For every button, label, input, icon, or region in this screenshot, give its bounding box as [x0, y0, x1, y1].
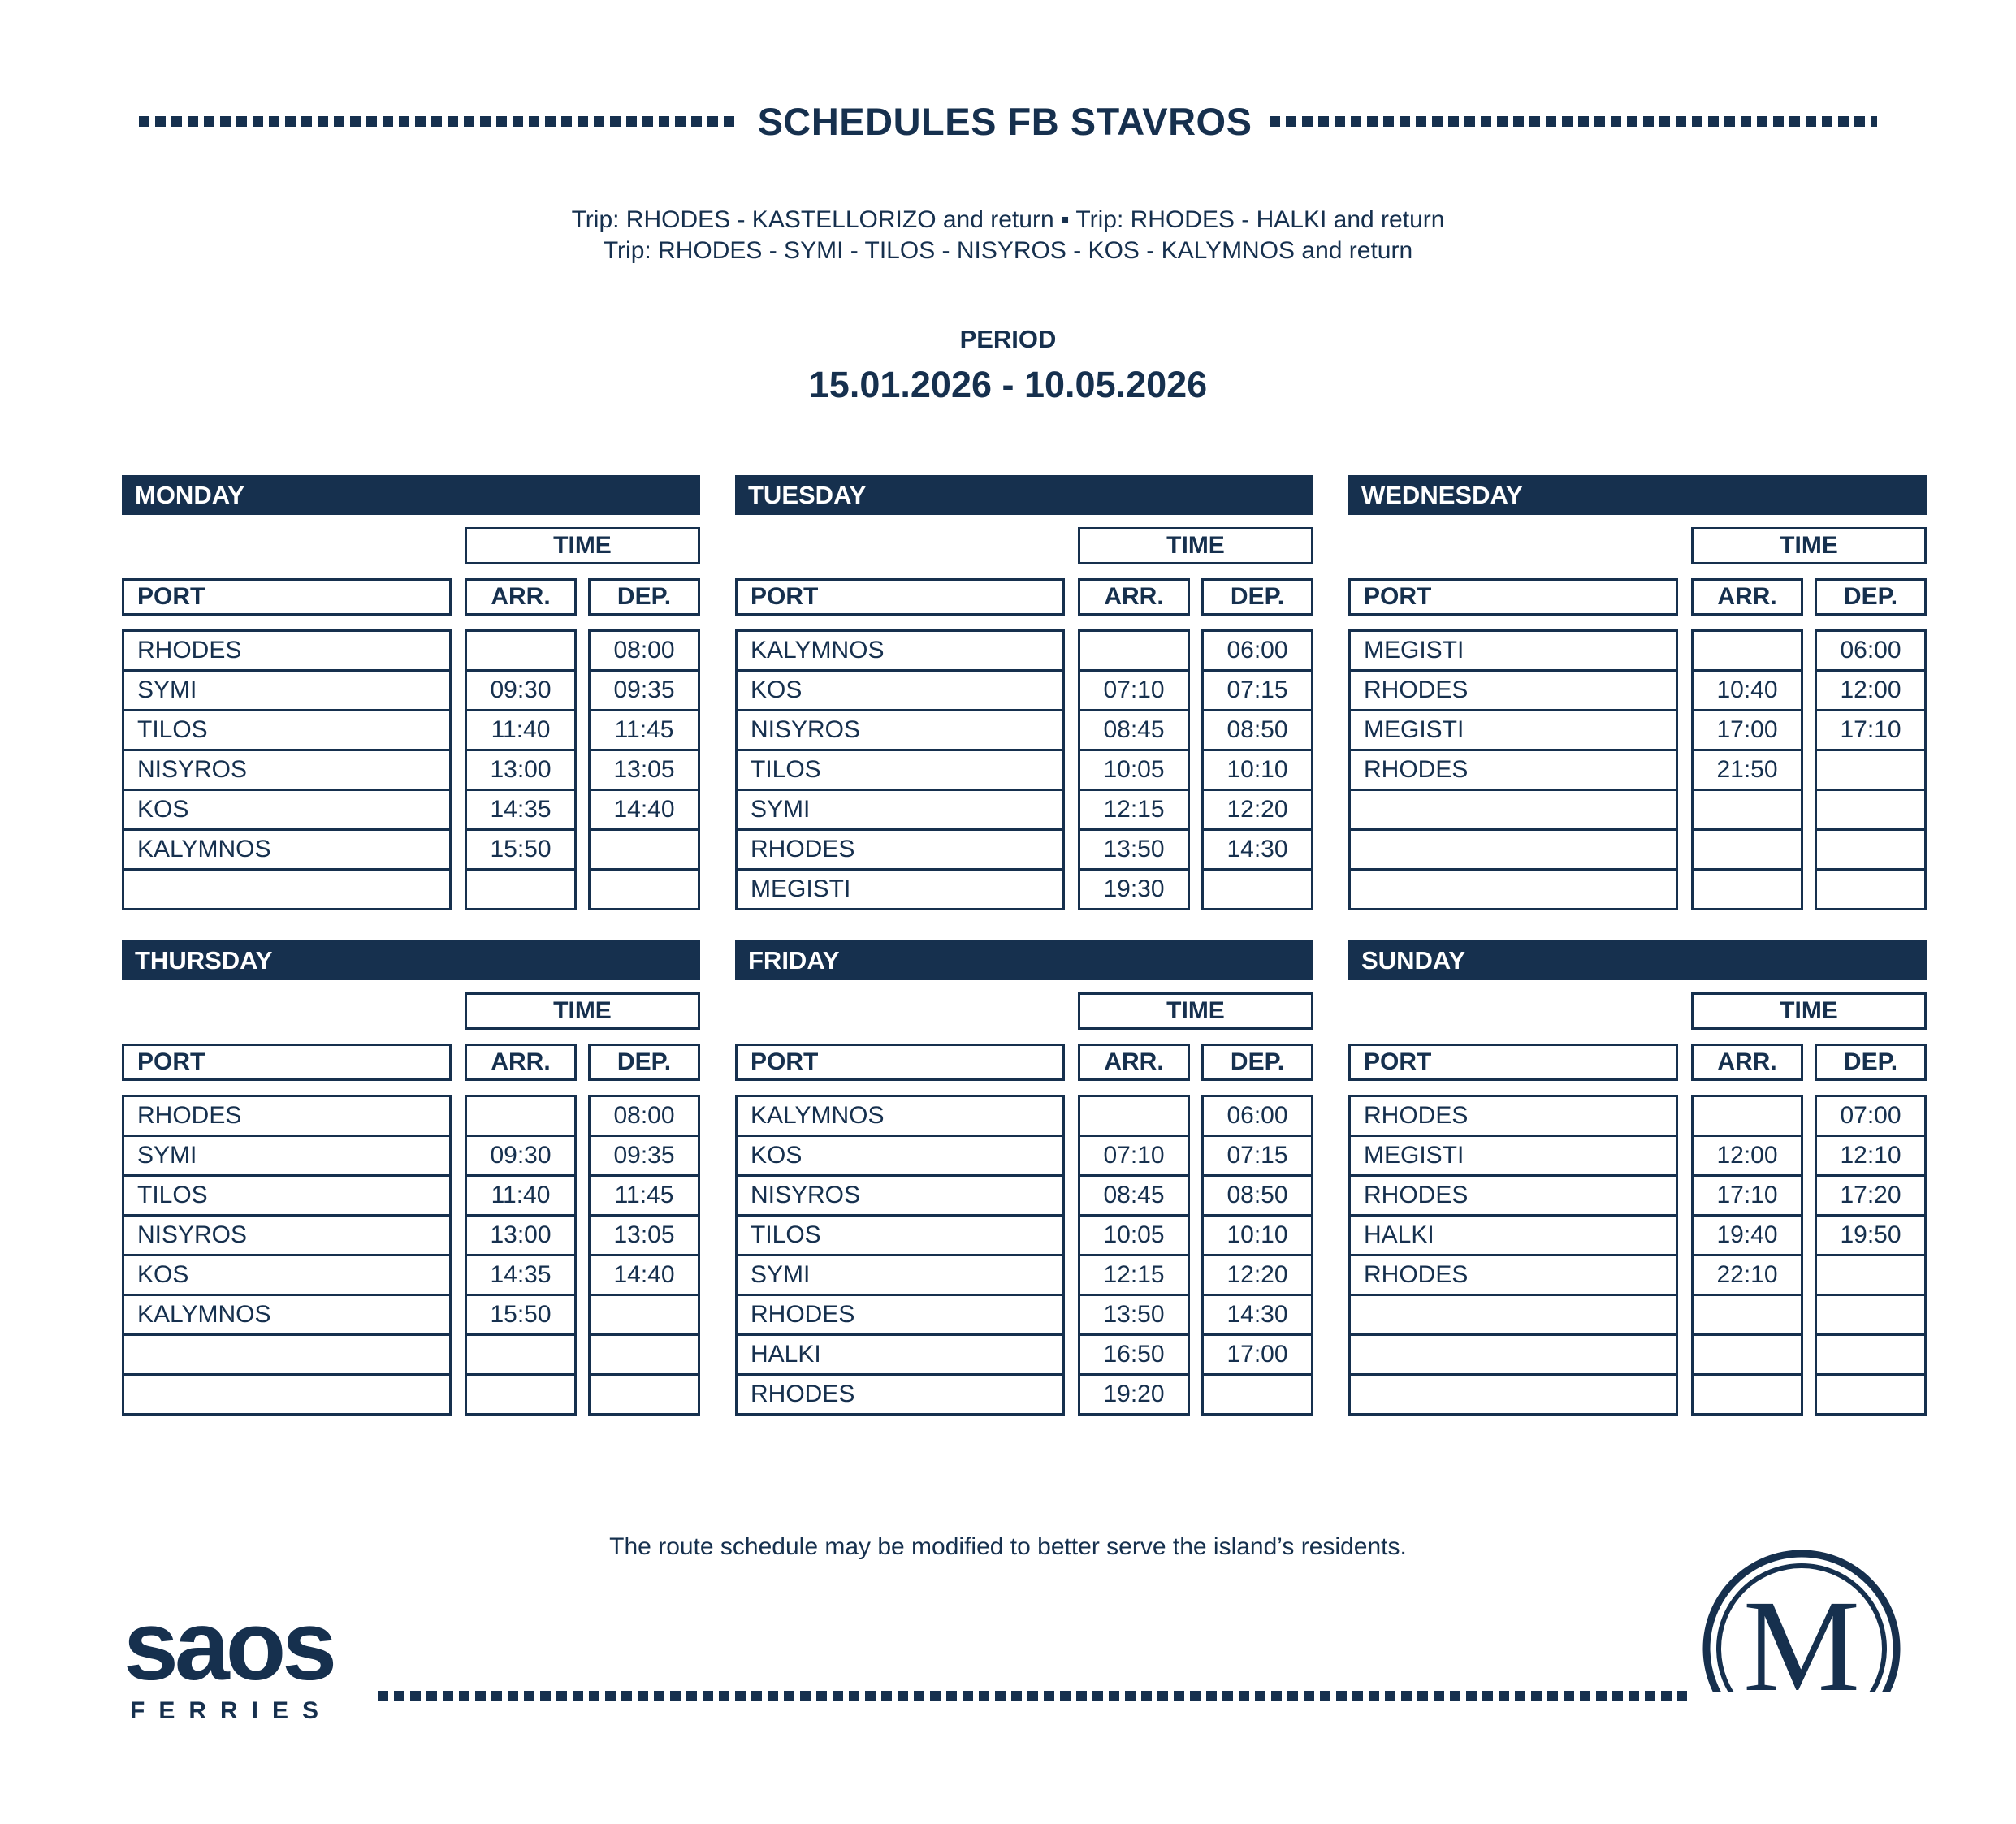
port-cell: NISYROS — [122, 749, 452, 791]
arrival-cell: 13:50 — [1078, 828, 1190, 871]
departure-cell: 14:30 — [1201, 828, 1313, 871]
departure-cell: 08:00 — [588, 629, 700, 672]
port-cell: RHODES — [735, 1294, 1065, 1336]
port-cell: TILOS — [735, 749, 1065, 791]
departure-cell: 14:40 — [588, 1254, 700, 1296]
title-dash-right — [1270, 116, 1877, 127]
schedule-table — [1348, 475, 1927, 910]
port-cell: TILOS — [122, 1174, 452, 1217]
port-cell — [122, 1373, 452, 1416]
brand-wordmark: saos — [123, 1590, 334, 1701]
departure-column-header: DEP. — [588, 578, 700, 616]
arrival-cell: 17:10 — [1691, 1174, 1803, 1217]
trip-line-1: Trip: RHODES - KASTELLORIZO and return ▪ Trip: RHODES - HALKI and return — [571, 206, 1445, 233]
departure-cell: 19:50 — [1815, 1214, 1927, 1256]
departure-cell: 17:20 — [1815, 1174, 1927, 1217]
arrival-cell: 12:00 — [1691, 1135, 1803, 1177]
port-cell — [1348, 868, 1678, 910]
departure-cell: 10:10 — [1201, 749, 1313, 791]
port-cell: KALYMNOS — [122, 1294, 452, 1336]
port-cell: RHODES — [735, 1373, 1065, 1416]
departure-cell — [1201, 1373, 1313, 1416]
arrival-cell — [465, 629, 577, 672]
arrival-cell: 09:30 — [465, 1135, 577, 1177]
port-cell: KALYMNOS — [735, 1095, 1065, 1137]
departure-cell: 14:40 — [588, 789, 700, 831]
departure-cell: 07:15 — [1201, 669, 1313, 711]
arrival-cell: 22:10 — [1691, 1254, 1803, 1296]
footer-note: The route schedule may be modified to better serve the island’s residents. — [609, 1533, 1407, 1560]
port-cell: RHODES — [1348, 669, 1678, 711]
arrival-cell: 11:40 — [465, 709, 577, 751]
arrival-cell: 14:35 — [465, 1254, 577, 1296]
port-cell: KOS — [122, 1254, 452, 1296]
arrival-cell: 12:15 — [1078, 789, 1190, 831]
port-cell: TILOS — [122, 709, 452, 751]
arrival-cell — [1691, 1373, 1803, 1416]
arrival-column-header: ARR. — [1078, 1044, 1190, 1081]
departure-cell: 08:50 — [1201, 1174, 1313, 1217]
port-cell: KOS — [735, 669, 1065, 711]
arrival-cell: 13:00 — [465, 1214, 577, 1256]
port-cell: SYMI — [122, 669, 452, 711]
port-cell: KALYMNOS — [122, 828, 452, 871]
departure-cell — [588, 868, 700, 910]
departure-cell: 08:00 — [588, 1095, 700, 1137]
time-header: TIME — [465, 992, 700, 1030]
arrival-cell — [465, 1095, 577, 1137]
port-cell: HALKI — [735, 1333, 1065, 1376]
monogram-logo-icon — [1702, 1550, 1901, 1698]
arrival-cell — [1691, 868, 1803, 910]
departure-cell: 11:45 — [588, 1174, 700, 1217]
port-cell: KOS — [122, 789, 452, 831]
departure-cell — [1815, 868, 1927, 910]
port-column-header: PORT — [122, 1044, 452, 1081]
port-column-header: PORT — [735, 1044, 1065, 1081]
departure-column-header: DEP. — [1815, 1044, 1927, 1081]
port-cell — [1348, 828, 1678, 871]
departure-cell — [1815, 1294, 1927, 1336]
departure-cell — [1815, 828, 1927, 871]
departure-cell: 07:00 — [1815, 1095, 1927, 1137]
arrival-cell — [465, 868, 577, 910]
arrival-column-header: ARR. — [1691, 578, 1803, 616]
time-header: TIME — [1078, 992, 1313, 1030]
departure-cell: 12:00 — [1815, 669, 1927, 711]
port-cell: HALKI — [1348, 1214, 1678, 1256]
port-cell — [122, 1333, 452, 1376]
time-header: TIME — [465, 527, 700, 564]
day-header: WEDNESDAY — [1348, 475, 1927, 515]
time-header: TIME — [1691, 992, 1927, 1030]
arrival-cell — [1691, 629, 1803, 672]
arrival-cell: 13:50 — [1078, 1294, 1190, 1336]
arrival-cell: 07:10 — [1078, 1135, 1190, 1177]
arrival-cell: 19:40 — [1691, 1214, 1803, 1256]
time-header: TIME — [1691, 527, 1927, 564]
time-header: TIME — [1078, 527, 1313, 564]
departure-cell: 09:35 — [588, 1135, 700, 1177]
port-cell: MEGISTI — [735, 868, 1065, 910]
arrival-cell: 10:05 — [1078, 749, 1190, 791]
departure-cell: 06:00 — [1201, 1095, 1313, 1137]
day-header: THURSDAY — [122, 940, 700, 980]
port-cell: MEGISTI — [1348, 629, 1678, 672]
arrival-column-header: ARR. — [465, 1044, 577, 1081]
departure-cell: 17:00 — [1201, 1333, 1313, 1376]
arrival-cell: 16:50 — [1078, 1333, 1190, 1376]
port-cell: TILOS — [735, 1214, 1065, 1256]
port-cell: RHODES — [1348, 1254, 1678, 1296]
port-cell: SYMI — [122, 1135, 452, 1177]
departure-cell: 09:35 — [588, 669, 700, 711]
departure-cell: 13:05 — [588, 1214, 700, 1256]
day-header: SUNDAY — [1348, 940, 1927, 980]
footer-divider — [378, 1691, 1687, 1701]
monogram-letter: M — [1742, 1574, 1861, 1694]
departure-cell: 10:10 — [1201, 1214, 1313, 1256]
port-cell: NISYROS — [735, 1174, 1065, 1217]
port-cell: RHODES — [1348, 749, 1678, 791]
arrival-cell: 08:45 — [1078, 709, 1190, 751]
port-cell — [1348, 1333, 1678, 1376]
port-cell: RHODES — [735, 828, 1065, 871]
port-column-header: PORT — [122, 578, 452, 616]
arrival-cell: 19:30 — [1078, 868, 1190, 910]
departure-cell: 06:00 — [1201, 629, 1313, 672]
arrival-cell: 19:20 — [1078, 1373, 1190, 1416]
saos-ferries-logo — [123, 1590, 334, 1725]
arrival-cell: 17:00 — [1691, 709, 1803, 751]
port-cell: RHODES — [122, 1095, 452, 1137]
arrival-column-header: ARR. — [1078, 578, 1190, 616]
departure-cell — [588, 1294, 700, 1336]
port-column-header: PORT — [1348, 578, 1678, 616]
port-cell: RHODES — [1348, 1095, 1678, 1137]
arrival-cell — [465, 1333, 577, 1376]
trip-description — [0, 205, 2016, 266]
arrival-cell: 15:50 — [465, 828, 577, 871]
departure-cell — [1815, 789, 1927, 831]
port-column-header: PORT — [735, 578, 1065, 616]
port-cell: KOS — [735, 1135, 1065, 1177]
schedule-table — [1348, 940, 1927, 1416]
arrival-cell — [465, 1373, 577, 1416]
page-title: SCHEDULES FB STAVROS — [757, 100, 1252, 143]
port-cell — [122, 868, 452, 910]
arrival-column-header: ARR. — [1691, 1044, 1803, 1081]
day-header: FRIDAY — [735, 940, 1313, 980]
arrival-cell: 07:10 — [1078, 669, 1190, 711]
departure-cell: 06:00 — [1815, 629, 1927, 672]
port-cell — [1348, 1294, 1678, 1336]
schedule-table — [735, 475, 1313, 910]
departure-column-header: DEP. — [588, 1044, 700, 1081]
arrival-cell — [1078, 629, 1190, 672]
arrival-cell: 21:50 — [1691, 749, 1803, 791]
arrival-cell — [1691, 828, 1803, 871]
departure-cell — [588, 1333, 700, 1376]
departure-cell: 07:15 — [1201, 1135, 1313, 1177]
departure-cell: 14:30 — [1201, 1294, 1313, 1336]
arrival-cell — [1691, 1095, 1803, 1137]
title-row — [0, 99, 2016, 144]
departure-cell: 12:20 — [1201, 1254, 1313, 1296]
port-cell: NISYROS — [122, 1214, 452, 1256]
arrival-column-header: ARR. — [465, 578, 577, 616]
arrival-cell — [1078, 1095, 1190, 1137]
period-value: 15.01.2026 - 10.05.2026 — [808, 364, 1208, 405]
departure-cell — [1815, 1254, 1927, 1296]
day-header: TUESDAY — [735, 475, 1313, 515]
departure-column-header: DEP. — [1815, 578, 1927, 616]
schedule-table — [122, 940, 700, 1416]
port-column-header: PORT — [1348, 1044, 1678, 1081]
schedule-table — [122, 475, 700, 910]
departure-column-header: DEP. — [1201, 1044, 1313, 1081]
arrival-cell — [1691, 1333, 1803, 1376]
arrival-cell: 09:30 — [465, 669, 577, 711]
port-cell: SYMI — [735, 1254, 1065, 1296]
arrival-cell: 14:35 — [465, 789, 577, 831]
brand-subtitle: FERRIES — [130, 1696, 333, 1724]
departure-cell: 08:50 — [1201, 709, 1313, 751]
arrival-cell: 10:05 — [1078, 1214, 1190, 1256]
port-cell: MEGISTI — [1348, 1135, 1678, 1177]
day-header: MONDAY — [122, 475, 700, 515]
arrival-cell: 15:50 — [465, 1294, 577, 1336]
departure-cell — [588, 1373, 700, 1416]
departure-cell: 11:45 — [588, 709, 700, 751]
port-cell — [1348, 789, 1678, 831]
title-dash-left — [139, 116, 740, 127]
arrival-cell — [1691, 789, 1803, 831]
arrival-cell: 12:15 — [1078, 1254, 1190, 1296]
port-cell: KALYMNOS — [735, 629, 1065, 672]
departure-cell — [1201, 868, 1313, 910]
tables-grid — [122, 475, 1927, 1416]
arrival-cell: 13:00 — [465, 749, 577, 791]
arrival-cell: 10:40 — [1691, 669, 1803, 711]
departure-cell: 17:10 — [1815, 709, 1927, 751]
departure-cell: 13:05 — [588, 749, 700, 791]
departure-cell — [1815, 1333, 1927, 1376]
schedule-table — [735, 940, 1313, 1416]
departure-cell — [1815, 1373, 1927, 1416]
port-cell — [1348, 1373, 1678, 1416]
arrival-cell — [1691, 1294, 1803, 1336]
arrival-cell: 08:45 — [1078, 1174, 1190, 1217]
departure-cell: 12:20 — [1201, 789, 1313, 831]
port-cell: RHODES — [1348, 1174, 1678, 1217]
period-label: PERIOD — [959, 325, 1057, 353]
departure-cell — [588, 828, 700, 871]
trip-line-2: Trip: RHODES - SYMI - TILOS - NISYROS - KOS - KALYMNOS and return — [603, 237, 1413, 264]
departure-column-header: DEP. — [1201, 578, 1313, 616]
period-block — [0, 325, 2016, 406]
port-cell: NISYROS — [735, 709, 1065, 751]
port-cell: RHODES — [122, 629, 452, 672]
port-cell: MEGISTI — [1348, 709, 1678, 751]
departure-cell — [1815, 749, 1927, 791]
arrival-cell: 11:40 — [465, 1174, 577, 1217]
departure-cell: 12:10 — [1815, 1135, 1927, 1177]
port-cell: SYMI — [735, 789, 1065, 831]
